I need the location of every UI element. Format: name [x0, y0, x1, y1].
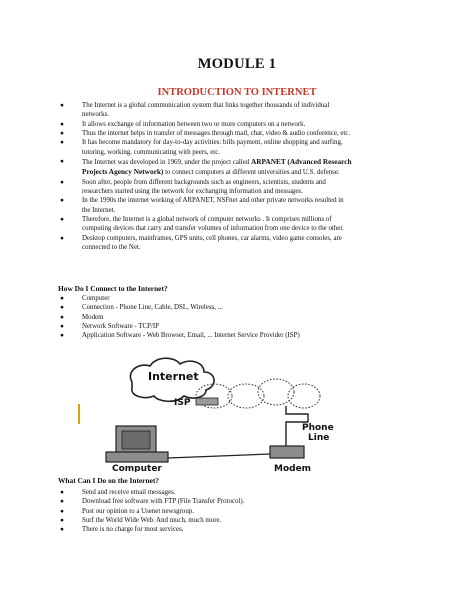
- computer-modem-cable: [168, 454, 270, 458]
- list-item-text: Modem: [82, 313, 104, 321]
- list-item: [58, 497, 434, 506]
- list-item-text: Network Software - TCP/IP: [82, 323, 160, 331]
- list-item-text: connected to the Net.: [82, 244, 141, 252]
- bullet-icon: ●: [60, 332, 64, 340]
- list-item-text: Computer: [82, 295, 110, 302]
- list-item-text: tutoring, working, communicating with peers, etc.: [82, 148, 220, 156]
- list-item: [58, 294, 434, 303]
- bullet-icon: ●: [60, 295, 64, 302]
- internet-label: Internet: [148, 370, 199, 383]
- bullet-icon: ●: [60, 139, 64, 147]
- list-item: [58, 507, 434, 516]
- isp-label: ISP: [174, 398, 191, 408]
- margin-marker: [78, 404, 80, 424]
- list-item: [58, 129, 434, 138]
- list-item-text: Application Software - Web Browser, Email, ... Internet Service Provider (ISP): [82, 332, 300, 340]
- bullet-icon: ●: [60, 498, 64, 506]
- bullet-icon: ●: [60, 130, 64, 138]
- section-heading-can-do: What Can I Do on the Internet?: [58, 476, 160, 485]
- list-item: [58, 120, 434, 129]
- list-item-text: Desktop computers, mainframes, GPS units, cell phones, car alarms, video game consoles, are: [82, 234, 342, 242]
- list-item-text: In the 1990s the internet working of ARPANET, NSFnet and other private networks resulted in: [82, 197, 344, 205]
- list-item: [58, 488, 434, 497]
- list-item-text: There is no charge for most services.: [82, 526, 184, 534]
- arpanet-bold-text: ARPANET (Advanced Research: [250, 157, 352, 167]
- bullet-icon: ●: [60, 304, 64, 312]
- list-item-text: The Internet was developed in 1969, under the project called: [82, 159, 250, 167]
- computer-icon: [106, 426, 168, 462]
- list-item-text: Therefore, the Internet is a global network of computer networks . It comprises millions of: [82, 216, 332, 224]
- list-item: [58, 215, 434, 234]
- list-item-text: Send and receive email messages.: [82, 489, 176, 496]
- list-item-text: It has become mandatory for day-to-day activities: bills payment, online shopping and surfing,: [82, 139, 343, 147]
- list-item-text: networks.: [82, 111, 109, 119]
- module-title: MODULE 1: [197, 56, 277, 72]
- list-item: [58, 331, 434, 340]
- list-item-text: Surf the World Wide Web. And much, much more.: [82, 517, 222, 525]
- list-item: [58, 303, 434, 312]
- can-do-bullet-list: [58, 488, 434, 535]
- phone-line-label: Line: [308, 433, 330, 443]
- bullet-icon: ●: [60, 489, 64, 496]
- bullet-icon: ●: [60, 323, 64, 331]
- list-item-text: Download free software with FTP (File Transfer Protocol).: [82, 498, 245, 506]
- list-item-text: researchers started using the network for exchanging information and messages.: [82, 188, 303, 196]
- list-item: [58, 138, 434, 157]
- list-item: [58, 234, 434, 253]
- list-item: [58, 516, 434, 525]
- list-item-text: Connection - Phone Line, Cable, DSL, Wireless, ...: [82, 304, 223, 312]
- bullet-icon: ●: [60, 313, 64, 321]
- list-item: [58, 322, 434, 331]
- list-item: [58, 101, 434, 120]
- connect-bullet-list: [58, 294, 434, 341]
- list-item-text: Soon after, people from different backgrounds such as engineers, scientists, students and: [82, 178, 326, 186]
- computer-label: Computer: [112, 464, 162, 472]
- list-item-text: computing devices that carry and transfer volumes of information from one device to the other.: [82, 225, 344, 233]
- bullet-icon: ●: [60, 120, 64, 128]
- bullet-icon: ●: [60, 178, 64, 186]
- intro-bullet-list: [58, 101, 434, 253]
- list-item-text: It allows exchange of information between two or more computers on a network.: [82, 120, 306, 128]
- section-heading-connect: How Do I Connect to the Internet?: [58, 284, 168, 293]
- bullet-icon: ●: [60, 507, 64, 515]
- list-item-text: Thus the internet helps in transfer of messages through mail, chat, video & audio conference, etc.: [82, 130, 351, 138]
- section-title-introduction: INTRODUCTION TO INTERNET: [157, 87, 317, 98]
- list-item-text: the Internet.: [82, 206, 116, 214]
- list-item-text: to connect computers at different universities and U.S. defense.: [165, 169, 340, 177]
- list-item: [58, 313, 434, 322]
- list-item-text: Post our opinion to a Usenet newsgroup.: [82, 507, 194, 515]
- list-item-text: The Internet is a global communication system that links together thousands of individual: [82, 102, 330, 109]
- bullet-icon: ●: [60, 216, 64, 224]
- bullet-icon: ●: [60, 517, 64, 525]
- bullet-icon: ●: [60, 526, 64, 534]
- modem-label: Modem: [274, 464, 312, 472]
- list-item: [58, 525, 434, 534]
- modem-icon: [270, 446, 304, 458]
- bullet-icon: ●: [60, 158, 64, 166]
- bullet-icon: ●: [60, 234, 64, 242]
- list-item: [58, 157, 434, 178]
- bullet-icon: ●: [60, 197, 64, 205]
- arpanet-bold-text: Projects Agency Network): [82, 167, 164, 177]
- bullet-icon: ●: [60, 102, 64, 109]
- list-item: [58, 178, 434, 197]
- internet-connection-diagram: [76, 352, 376, 472]
- list-item: [58, 196, 434, 215]
- phone-line-label: Phone: [302, 423, 334, 433]
- isp-node-icon: [196, 398, 218, 405]
